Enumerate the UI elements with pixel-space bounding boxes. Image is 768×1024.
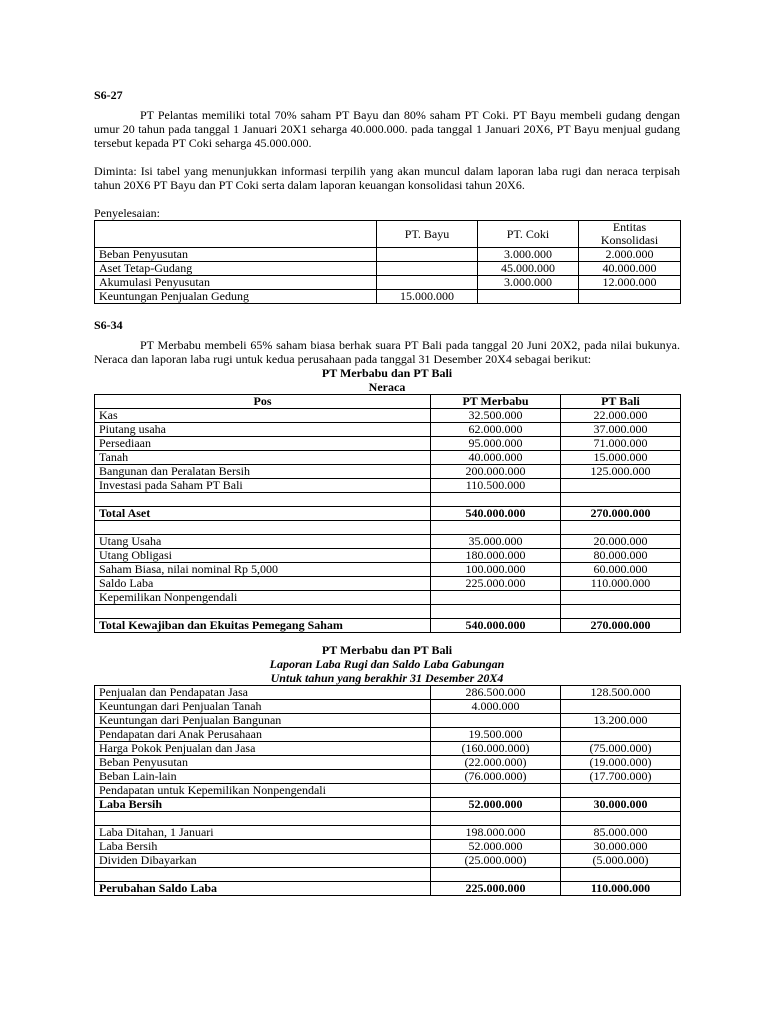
- table-row: [95, 812, 681, 826]
- cell-pt-bali: 270.000.000: [561, 619, 681, 633]
- table-row: [95, 868, 681, 882]
- income-title-statement: Laporan Laba Rugi dan Saldo Laba Gabungan: [269, 657, 505, 671]
- cell-konsolidasi: 40.000.000: [579, 262, 681, 276]
- cell-pt-bali: (5.000.000): [561, 854, 681, 868]
- table-row: [95, 248, 681, 262]
- cell-pt-bali: (19.000.000): [561, 756, 681, 770]
- header-cell-blank: [95, 221, 377, 248]
- income-statement-table: [94, 685, 681, 896]
- table-row: [95, 276, 681, 290]
- table-row: [95, 700, 681, 714]
- row-label: Keuntungan Penjualan Gedung: [95, 290, 377, 304]
- cell-pt-bali: 125.000.000: [561, 465, 681, 479]
- table-row: [95, 798, 681, 812]
- cell-pt-coki: 3.000.000: [478, 276, 579, 290]
- row-label: Total Aset: [95, 507, 431, 521]
- cell-pt-coki: [478, 290, 579, 304]
- table-row: [95, 451, 681, 465]
- cell-pt-bali: 30.000.000: [561, 798, 681, 812]
- income-title-period: Untuk tahun yang berakhir 31 Desember 20X4: [270, 671, 504, 685]
- row-label: Kas: [95, 409, 431, 423]
- cell-pt-merbabu: 100.000.000: [431, 563, 561, 577]
- row-label: Keuntungan dari Penjualan Bangunan: [95, 714, 431, 728]
- cell-pt-bali: 80.000.000: [561, 549, 681, 563]
- cell-pt-bali: 85.000.000: [561, 826, 681, 840]
- row-label: [95, 521, 431, 535]
- row-label: Laba Bersih: [95, 840, 431, 854]
- table-row: [95, 728, 681, 742]
- cell-pt-merbabu: (76.000.000): [431, 770, 561, 784]
- table-row: [95, 493, 681, 507]
- row-label: Laba Bersih: [95, 798, 431, 812]
- row-label: [95, 493, 431, 507]
- s6-27-table: [94, 220, 681, 304]
- cell-pt-bali: [561, 605, 681, 619]
- table-row: [95, 756, 681, 770]
- table-row: [95, 686, 681, 700]
- section-title-s6-34: S6-34: [94, 318, 123, 332]
- cell-pt-bali: 71.000.000: [561, 437, 681, 451]
- row-label: [95, 812, 431, 826]
- cell-pt-merbabu: [431, 868, 561, 882]
- header-cell-pos: Pos: [95, 395, 431, 409]
- table-row: [95, 784, 681, 798]
- balance-title-neraca: Neraca: [368, 380, 406, 394]
- cell-pt-bali: 20.000.000: [561, 535, 681, 549]
- document-page: [94, 86, 680, 896]
- cell-pt-merbabu: 95.000.000: [431, 437, 561, 451]
- cell-pt-bali: 60.000.000: [561, 563, 681, 577]
- row-label: Keuntungan dari Penjualan Tanah: [95, 700, 431, 714]
- cell-pt-merbabu: 286.500.000: [431, 686, 561, 700]
- header-cell-entitas-konsolidasi: Entitas Konsolidasi: [579, 221, 681, 248]
- balance-title-company: PT Merbabu dan PT Bali: [321, 366, 453, 380]
- section-title-s6-27: S6-27: [94, 88, 123, 102]
- cell-pt-bali: 37.000.000: [561, 423, 681, 437]
- cell-pt-merbabu: 110.500.000: [431, 479, 561, 493]
- cell-pt-coki: 45.000.000: [478, 262, 579, 276]
- header-cell-pt-coki: PT. Coki: [478, 221, 579, 248]
- table-header-row: [95, 221, 681, 248]
- row-label: Beban Lain-lain: [95, 770, 431, 784]
- cell-pt-bali: [561, 728, 681, 742]
- cell-pt-bali: 22.000.000: [561, 409, 681, 423]
- table-row: [95, 840, 681, 854]
- cell-pt-merbabu: 4.000.000: [431, 700, 561, 714]
- table-row: [95, 409, 681, 423]
- income-title-company: PT Merbabu dan PT Bali: [321, 643, 453, 657]
- cell-pt-bali: 270.000.000: [561, 507, 681, 521]
- table-row: [95, 742, 681, 756]
- cell-pt-merbabu: 200.000.000: [431, 465, 561, 479]
- row-label: Harga Pokok Penjualan dan Jasa: [95, 742, 431, 756]
- table-row: [95, 479, 681, 493]
- row-label: Pendapatan untuk Kepemilikan Nonpengendali: [95, 784, 431, 798]
- table-row: [95, 619, 681, 633]
- cell-pt-bayu: [377, 262, 478, 276]
- table-row: [95, 770, 681, 784]
- cell-pt-merbabu: (22.000.000): [431, 756, 561, 770]
- s6-27-problem-text: PT Pelantas memiliki total 70% saham PT Bayu dan 80% saham PT Coki. PT Bayu membeli gudang dengan umur 20 tahun pada tanggal 1 Januari 20X1 seharga 40.000.000. pada tanggal 1 Januari 20X6, PT Bayu menjual gudang tersebut kepada PT Coki seharga 45.000.000.: [94, 108, 680, 150]
- cell-pt-bali: [561, 700, 681, 714]
- cell-pt-merbabu: 225.000.000: [431, 882, 561, 896]
- row-label: [95, 868, 431, 882]
- row-label: Kepemilikan Nonpengendali: [95, 591, 431, 605]
- cell-pt-bayu: 15.000.000: [377, 290, 478, 304]
- table-row: [95, 535, 681, 549]
- s6-34-problem-text: PT Merbabu membeli 65% saham biasa berhak suara PT Bali pada tanggal 20 Juni 20X2, pada nilai bukunya. Neraca dan laporan laba rugi untuk kedua perusahaan pada tanggal 31 Desember 20X4 sebagai berikut:: [94, 338, 680, 366]
- cell-pt-merbabu: 35.000.000: [431, 535, 561, 549]
- row-label: Beban Penyusutan: [95, 756, 431, 770]
- table-row: [95, 577, 681, 591]
- cell-pt-merbabu: 540.000.000: [431, 619, 561, 633]
- table-row: [95, 826, 681, 840]
- cell-pt-bali: [561, 868, 681, 882]
- cell-pt-bali: 30.000.000: [561, 840, 681, 854]
- cell-pt-merbabu: 52.000.000: [431, 798, 561, 812]
- cell-pt-merbabu: 32.500.000: [431, 409, 561, 423]
- table-row: [95, 507, 681, 521]
- cell-pt-coki: 3.000.000: [478, 248, 579, 262]
- s6-27-request-text: Diminta: Isi tabel yang menunjukkan informasi terpilih yang akan muncul dalam laporan laba rugi dan neraca terpisah tahun 20X6 PT Bayu dan PT Coki serta dalam laporan keuangan konsolidasi tahun 20X6.: [94, 164, 680, 192]
- cell-pt-bali: 13.200.000: [561, 714, 681, 728]
- cell-pt-merbabu: 180.000.000: [431, 549, 561, 563]
- row-label: [95, 605, 431, 619]
- row-label: Beban Penyusutan: [95, 248, 377, 262]
- cell-pt-merbabu: (160.000.000): [431, 742, 561, 756]
- cell-pt-bali: 128.500.000: [561, 686, 681, 700]
- cell-pt-merbabu: 19.500.000: [431, 728, 561, 742]
- table-row: [95, 262, 681, 276]
- table-row: [95, 714, 681, 728]
- cell-pt-bayu: [377, 248, 478, 262]
- cell-pt-merbabu: 540.000.000: [431, 507, 561, 521]
- cell-pt-bayu: [377, 276, 478, 290]
- table-row: [95, 882, 681, 896]
- balance-sheet-table: [94, 394, 681, 633]
- row-label: Akumulasi Penyusutan: [95, 276, 377, 290]
- table-row: [95, 521, 681, 535]
- cell-pt-merbabu: [431, 521, 561, 535]
- solution-label: Penyelesaian:: [94, 206, 160, 220]
- row-label: Tanah: [95, 451, 431, 465]
- cell-pt-merbabu: [431, 714, 561, 728]
- row-label: Saldo Laba: [95, 577, 431, 591]
- header-cell-pt-merbabu: PT Merbabu: [431, 395, 561, 409]
- cell-pt-bali: 15.000.000: [561, 451, 681, 465]
- table-row: [95, 437, 681, 451]
- cell-pt-bali: (17.700.000): [561, 770, 681, 784]
- table-row: [95, 563, 681, 577]
- row-label: Total Kewajiban dan Ekuitas Pemegang Saham: [95, 619, 431, 633]
- cell-pt-merbabu: [431, 493, 561, 507]
- row-label: Piutang usaha: [95, 423, 431, 437]
- cell-konsolidasi: 2.000.000: [579, 248, 681, 262]
- cell-konsolidasi: [579, 290, 681, 304]
- row-label: Dividen Dibayarkan: [95, 854, 431, 868]
- table-row: [95, 423, 681, 437]
- row-label: Persediaan: [95, 437, 431, 451]
- cell-pt-bali: [561, 521, 681, 535]
- cell-pt-merbabu: 198.000.000: [431, 826, 561, 840]
- header-cell-pt-bayu: PT. Bayu: [377, 221, 478, 248]
- balance-header-row: [95, 395, 681, 409]
- row-label: Investasi pada Saham PT Bali: [95, 479, 431, 493]
- header-cell-pt-bali: PT Bali: [561, 395, 681, 409]
- cell-pt-bali: 110.000.000: [561, 882, 681, 896]
- cell-pt-merbabu: [431, 812, 561, 826]
- row-label: Bangunan dan Peralatan Bersih: [95, 465, 431, 479]
- row-label: Penjualan dan Pendapatan Jasa: [95, 686, 431, 700]
- cell-pt-merbabu: (25.000.000): [431, 854, 561, 868]
- cell-pt-bali: [561, 812, 681, 826]
- row-label: Utang Obligasi: [95, 549, 431, 563]
- table-row: [95, 290, 681, 304]
- table-row: [95, 465, 681, 479]
- row-label: Aset Tetap-Gudang: [95, 262, 377, 276]
- row-label: Laba Ditahan, 1 Januari: [95, 826, 431, 840]
- cell-pt-merbabu: [431, 605, 561, 619]
- table-row: [95, 854, 681, 868]
- table-row: [95, 605, 681, 619]
- row-label: Utang Usaha: [95, 535, 431, 549]
- cell-pt-merbabu: [431, 784, 561, 798]
- cell-pt-bali: [561, 479, 681, 493]
- cell-pt-bali: [561, 591, 681, 605]
- cell-pt-bali: (75.000.000): [561, 742, 681, 756]
- row-label: Pendapatan dari Anak Perusahaan: [95, 728, 431, 742]
- cell-pt-bali: [561, 784, 681, 798]
- cell-pt-merbabu: [431, 591, 561, 605]
- cell-pt-bali: [561, 493, 681, 507]
- cell-pt-merbabu: 62.000.000: [431, 423, 561, 437]
- cell-pt-merbabu: 225.000.000: [431, 577, 561, 591]
- table-row: [95, 591, 681, 605]
- row-label: Perubahan Saldo Laba: [95, 882, 431, 896]
- row-label: Saham Biasa, nilai nominal Rp 5,000: [95, 563, 431, 577]
- cell-konsolidasi: 12.000.000: [579, 276, 681, 290]
- cell-pt-merbabu: 52.000.000: [431, 840, 561, 854]
- cell-pt-bali: 110.000.000: [561, 577, 681, 591]
- table-row: [95, 549, 681, 563]
- cell-pt-merbabu: 40.000.000: [431, 451, 561, 465]
